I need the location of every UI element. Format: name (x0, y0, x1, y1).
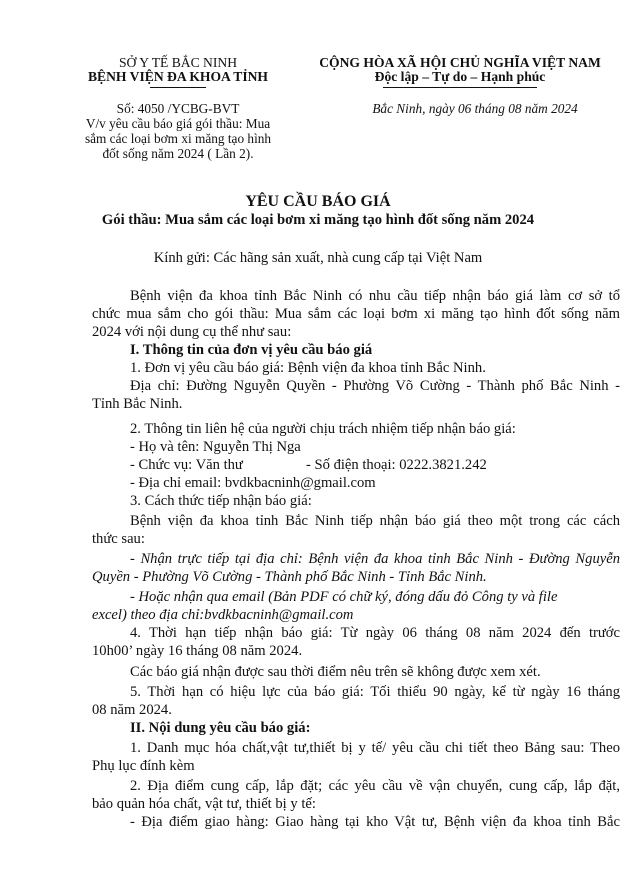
s1-receive-line-1: Bệnh viện đa khoa tỉnh Bắc Ninh tiếp nhận báo giá theo một trong các cách (130, 513, 620, 529)
recipient-line: Kính gửi: Các hãng sản xuất, nhà cung cấp tại Việt Nam (153, 250, 483, 266)
package-title: Gói thầu: Mua sắm các loại bơm xi măng tạo hình đốt sống năm 2024 (101, 212, 535, 228)
right-header-underline (383, 87, 537, 88)
s2-item-2-line-2: bảo quản hóa chất, vật tư, thiết bị y tế: (92, 796, 316, 812)
left-header-underline (150, 87, 206, 88)
s1-late-notice: Các báo giá nhận được sau thời điểm nêu trên sẽ không được xem xét. (130, 664, 541, 680)
s1-item-4-line-1: 4. Thời hạn tiếp nhận báo giá: Từ ngày 06 tháng 08 năm 2024 đến trước (130, 625, 620, 641)
issuing-department: SỞ Y TẾ BẮC NINH (118, 55, 238, 70)
place-date: Bắc Ninh, ngày 06 tháng 08 năm 2024 (372, 101, 578, 116)
subject-line-1: V/v yêu cầu báo giá gói thầu: Mua (85, 116, 271, 131)
section-2-heading: II. Nội dung yêu cầu báo giá: (130, 720, 311, 736)
issuing-hospital: BỆNH VIỆN ĐA KHOA TỈNH (87, 69, 269, 84)
section-1-heading: I. Thông tin của đơn vị yêu cầu báo giá (130, 342, 373, 358)
s2-item-2-line-1: 2. Địa điểm cung cấp, lắp đặt; các yêu cầu về vận chuyển, cung cấp, lắp đặt, (130, 778, 620, 794)
intro-line-1: Bệnh viện đa khoa tỉnh Bắc Ninh có nhu cầu tiếp nhận báo giá làm cơ sở tổ (130, 288, 620, 304)
s1-email-line-2: excel) theo địa chỉ:bvdkbacninh@gmail.com (92, 607, 354, 623)
document-number: Số: 4050 /YCBG-BVT (116, 101, 240, 116)
national-motto: Độc lập – Tự do – Hạnh phúc (374, 69, 546, 84)
s1-direct-line-1: - Nhận trực tiếp tại địa chỉ: Bệnh viện đa khoa tỉnh Bắc Ninh - Đường Nguyễn (130, 551, 620, 567)
s1-item-5-line-1: 5. Thời hạn có hiệu lực của báo giá: Tối thiểu 90 ngày, kể từ ngày 16 tháng (130, 684, 620, 700)
s1-item-5-line-2: 08 năm 2024. (92, 702, 172, 718)
s1-contact-name: - Họ và tên: Nguyễn Thị Nga (130, 439, 301, 455)
s1-direct-line-2: Quyền - Phường Võ Cường - Thành phố Bắc Ninh - Tỉnh Bắc Ninh. (92, 569, 487, 585)
s2-delivery-line: - Địa điểm giao hàng: Giao hàng tại kho Vật tư, Bệnh viện đa khoa tỉnh Bắc (130, 814, 620, 830)
s1-contact-email: - Địa chỉ email: bvdkbacninh@gmail.com (130, 475, 376, 491)
s1-item-3: 3. Cách thức tiếp nhận báo giá: (130, 493, 312, 509)
s1-item-1: 1. Đơn vị yêu cầu báo giá: Bệnh viện đa khoa tỉnh Bắc Ninh. (130, 360, 486, 376)
s1-email-line-1: - Hoặc nhận qua email (Bản PDF có chữ ký, đóng dấu đỏ Công ty và file (130, 589, 558, 605)
s1-address-line-1: Địa chỉ: Đường Nguyễn Quyền - Phường Võ Cường - Thành phố Bắc Ninh - (130, 378, 620, 394)
s2-item-1-line-1: 1. Danh mục hóa chất,vật tư,thiết bị y tế/ yêu cầu chi tiết theo Bảng sau: Theo (130, 740, 620, 756)
document-title: YÊU CẦU BÁO GIÁ (245, 193, 391, 210)
s1-address-line-2: Tỉnh Bắc Ninh. (92, 396, 183, 412)
intro-line-2: chức mua sắm cho gói thầu: Mua sắm các loại bơm xi măng tạo hình đốt sống năm (92, 306, 620, 322)
s2-item-1-line-2: Phụ lục đính kèm (92, 758, 195, 774)
intro-line-3: 2024 với nội dung cụ thể như sau: (92, 324, 292, 340)
s1-receive-line-2: thức sau: (92, 531, 145, 547)
subject-line-2: sắm các loại bơm xi măng tạo hình (84, 131, 272, 146)
subject-line-3: đốt sống năm 2024 ( Lần 2). (102, 146, 254, 161)
s1-contact-phone: - Số điện thoại: 0222.3821.242 (306, 457, 487, 473)
s1-contact-position: - Chức vụ: Văn thư (130, 457, 243, 473)
s1-item-2: 2. Thông tin liên hệ của người chịu trách nhiệm tiếp nhận báo giá: (130, 421, 516, 437)
national-title: CỘNG HÒA XÃ HỘI CHỦ NGHĨA VIỆT NAM (319, 55, 601, 70)
s1-item-4-line-2: 10h00’ ngày 16 tháng 08 năm 2024. (92, 643, 303, 659)
